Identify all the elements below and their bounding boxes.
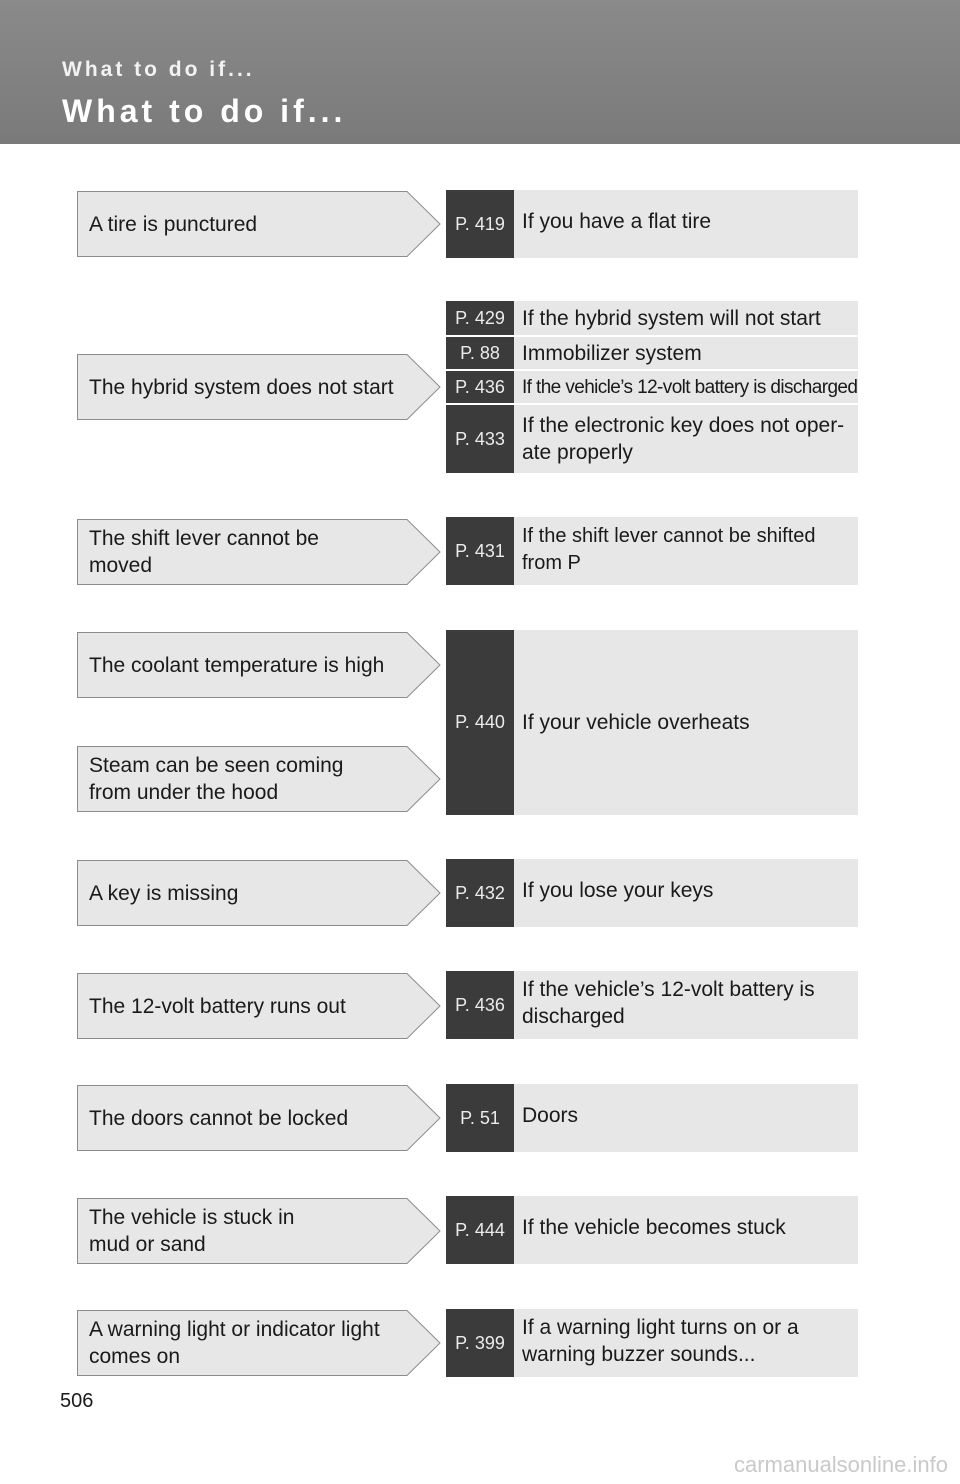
page-ref[interactable]: P. 432 xyxy=(446,859,514,927)
problem-box xyxy=(77,1085,441,1151)
problem-box xyxy=(77,860,441,926)
problem-box xyxy=(77,1198,441,1264)
solution-text: If your vehicle overheats xyxy=(514,630,858,815)
section-label: What to do if... xyxy=(62,58,255,81)
solution-text: If the vehicle’s 12-volt battery is discharged xyxy=(514,971,858,1039)
page-ref[interactable]: P. 431 xyxy=(446,517,514,585)
problem-box xyxy=(77,1310,441,1376)
problem-text: A key is missing xyxy=(89,881,239,905)
solution-text: If you have a flat tire xyxy=(514,190,858,258)
problem-box xyxy=(77,354,441,420)
problem-box xyxy=(77,632,441,698)
solution-text: If the vehicle’s 12-volt battery is discharged xyxy=(514,371,858,403)
problem-box xyxy=(77,973,441,1039)
problem-text: The hybrid system does not start xyxy=(89,375,394,399)
problem-text: The 12-volt battery runs out xyxy=(89,994,346,1018)
page-ref[interactable]: P. 399 xyxy=(446,1309,514,1377)
problem-text: The vehicle is stuck in mud or sand xyxy=(89,1206,295,1256)
page-ref[interactable]: P. 440 xyxy=(446,630,514,815)
problem-text: A tire is punctured xyxy=(89,212,258,236)
page-ref[interactable]: P. 433 xyxy=(446,405,514,473)
problem-box xyxy=(77,519,441,585)
solution-text: If the hybrid system will not start xyxy=(514,301,858,335)
solution-text: If the electronic key does not oper- ate properly xyxy=(514,405,858,473)
page-ref[interactable]: P. 436 xyxy=(446,971,514,1039)
problem-text: The coolant temperature is high xyxy=(89,653,385,677)
problem-text: The doors cannot be locked xyxy=(89,1106,349,1130)
page-number: 506 xyxy=(60,1390,94,1412)
problem-box xyxy=(77,746,441,812)
watermark: carmanualsonline.info xyxy=(733,1452,948,1477)
solution-text: Doors xyxy=(514,1084,858,1152)
solution-text: Immobilizer system xyxy=(514,337,858,369)
problem-text: A warning light or indicator light comes on xyxy=(89,1318,380,1368)
solution-text: If the vehicle becomes stuck xyxy=(514,1196,858,1264)
page-ref[interactable]: P. 419 xyxy=(446,190,514,258)
problem-text: The shift lever cannot be moved xyxy=(89,527,319,577)
page-title: What to do if... xyxy=(62,93,347,129)
page-header xyxy=(0,0,960,144)
page-ref[interactable]: P. 436 xyxy=(446,371,514,403)
page-ref[interactable]: P. 88 xyxy=(446,337,514,369)
solution-text: If the shift lever cannot be shifted from P xyxy=(514,517,858,585)
page-ref[interactable]: P. 429 xyxy=(446,301,514,335)
solution-text: If a warning light turns on or a warning buzzer sounds... xyxy=(514,1309,858,1377)
page-ref[interactable]: P. 444 xyxy=(446,1196,514,1264)
problem-text: Steam can be seen coming from under the hood xyxy=(89,754,344,804)
problem-box xyxy=(77,191,441,257)
page-ref[interactable]: P. 51 xyxy=(446,1084,514,1152)
solution-text: If you lose your keys xyxy=(514,859,858,927)
